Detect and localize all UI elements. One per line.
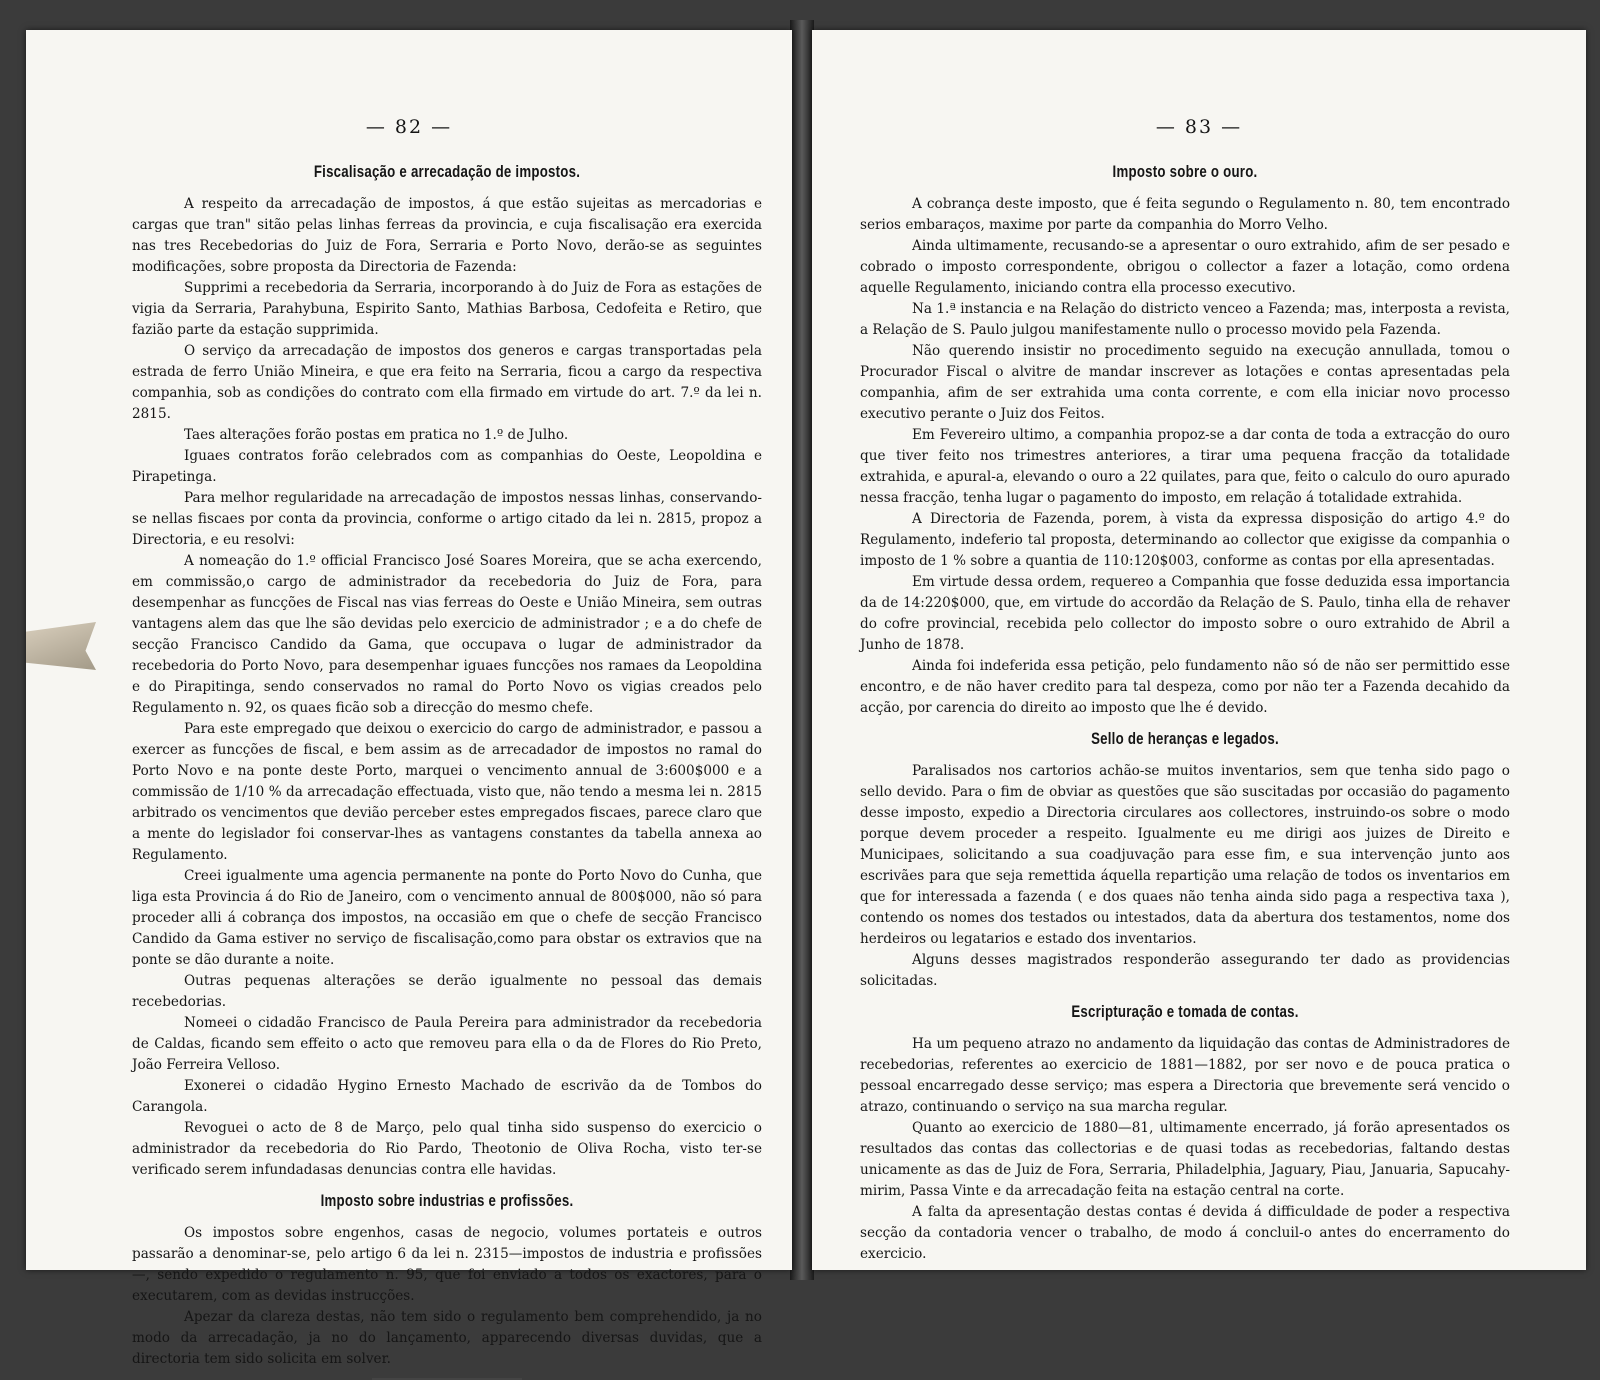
paragraph: Creei igualmente uma agencia permanente na ponte do Porto Novo do Cunha, que liga esta Provincia á do Rio de Janeiro, com o vencimento annual de 800$000, não só para proceder alli á cobrança dos impostos, na occasião em que o chefe de secção Francisco Candido da Gama estiver no serviço de fiscalisação,como para obstar os extravios que na ponte se dão durante a noite. xyxy=(132,868,762,968)
paragraph: Ha um pequeno atrazo no andamento da liquidação das contas de Administradores de recebedorias, referentes ao exercicio de 1881—1882, por ser novo e de pouca pratica o pessoal encarregado desse serviço; mas espera a Directoria que brevemente será vencido o atrazo, continuando o serviço na sua marcha regular. xyxy=(860,1036,1510,1115)
page-number: — 82 — xyxy=(365,116,453,138)
section-title: Imposto sobre o ouro. xyxy=(1112,162,1258,181)
paragraph: Os impostos sobre engenhos, casas de negocio, volumes portateis e outros passarão a denominar-se, pelo artigo 6 da lei n. 2315—impostos de industria e profissões—, sendo expedido o regulamento n. 95, que foi enviado a todos os exactores, para o executarem, com as devidas instrucções. xyxy=(132,1225,762,1304)
paragraph: Iguaes contratos forão celebrados com as companhias do Oeste, Leopoldina e Pirapetinga. xyxy=(132,448,762,485)
paragraph: A falta da apresentação destas contas é devida á difficuldade de poder a respectiva secção da contadoria vencer o trabalho, de modo á concluil-o antes do encerramento do exercicio. xyxy=(860,1204,1510,1262)
paragraph: Em Fevereiro ultimo, a companhia propoz-se a dar conta de toda a extracção do ouro que tiver feito nos trimestres anteriores, a tirar uma pequena fracção da totalidade extrahida, e apural-a, elevando o ouro a 22 quilates, para que, feito o calculo do ouro apurado nessa fracção, tenha lugar o pagamento do imposto, em relação á totalidade extrahida. xyxy=(860,427,1510,506)
paragraph: Para este empregado que deixou o exercicio do cargo de administrador, e passou a exercer as funcções de fiscal, e bem assim as de arrecadador de impostos no ramal do Porto Novo e na ponte deste Porto, marquei o vencimento annual de 3:600$000 e a commissão de 1/10 % da arrecadação effectuada, visto que, não tendo a mesma lei n. 2815 arbitrado os vencimentos que devião perceber estes empregados fiscaes, parece claro que a mente do legislador foi conservar-lhes as vantagens constantes da tabella annexa ao Regulamento. xyxy=(132,721,762,863)
paragraph: Quanto ao exercicio de 1880—81, ultimamente encerrado, já forão apresentados os resultados das contas das collectorias e de quasi todas as recebedorias, faltando destas unicamente as das de Juiz de Fora, Serraria, Philadelphia, Jaguary, Piau, Januaria, Sapucahy-mirim, Passa Vinte e da arrecadação feita na estação central na corte. xyxy=(860,1120,1510,1199)
paragraph: Alguns desses magistrados responderão assegurando ter dado as providencias solicitadas. xyxy=(860,952,1510,989)
paragraph: Supprimi a recebedoria da Serraria, incorporando à do Juiz de Fora as estações de vigia da Serraria, Parahybuna, Espirito Santo, Mathias Barbosa, Cedofeita e Retiro, que fazião parte da estação supprimida. xyxy=(132,280,762,338)
book-gutter xyxy=(790,20,814,1280)
paper-tab xyxy=(26,622,96,670)
paragraph: Ainda ultimamente, recusando-se a apresentar o ouro extrahido, afim de ser pesado e cobrado o imposto correspondente, obrigou o collector a fazer a lotação, como ordena aquelle Regulamento, iniciando contra ella processo executivo. xyxy=(860,238,1510,296)
page-body xyxy=(860,162,1510,1265)
paragraph: Ainda foi indeferida essa petição, pelo fundamento não só de não ser permittido esse encontro, e de não haver credito para tal despeza, como por não ter a Fazenda decahido da acção, por carencia do direito ao imposto que lhe é devido. xyxy=(860,658,1510,716)
paragraph: Na 1.ª instancia e na Relação do districto venceo a Fazenda; mas, interposta a revista, a Relação de S. Paulo julgou manifestamente nullo o processo movido pela Fazenda. xyxy=(860,301,1510,338)
paragraph: A respeito da arrecadação de impostos, á que estão sujeitas as mercadorias e cargas que tran" sitão pelas linhas ferreas da provincia, e cuja fiscalisação era exercida nas tres Recebedorias do Juiz de Fora, Serraria e Porto Novo, derão-se as seguintes modificações, sobre proposta da Directoria de Fazenda: xyxy=(132,196,762,275)
section-title: Imposto sobre industrias e profissões. xyxy=(320,1191,574,1210)
paragraph: Exonerei o cidadão Hygino Ernesto Machado de escrivão da de Tombos do Carangola. xyxy=(132,1078,762,1115)
paragraph: A cobrança deste imposto, que é feita segundo o Regulamento n. 80, tem encontrado serios embaraços, maxime por parte da companhia do Morro Velho. xyxy=(860,196,1510,233)
paragraph: Apezar da clareza destas, não tem sido o regulamento bem comprehendido, ja no modo da arrecadação, ja no do lançamento, apparecendo diversas duvidas, que a directoria tem sido solicita em solver. xyxy=(132,1309,762,1367)
paragraph: Nomeei o cidadão Francisco de Paula Pereira para administrador da recebedoria de Caldas, ficando sem effeito o acto que removeu para ella o da de Flores do Rio Preto, João Ferreira Velloso. xyxy=(132,1015,762,1073)
section-title: Sello de heranças e legados. xyxy=(1091,729,1279,748)
paragraph: A Directoria de Fazenda, porem, à vista da expressa disposição do artigo 4.º do Regulamento, indeferio tal proposta, determinando ao collector que exigisse da companhia o imposto de 1 % sobre a quantia de 110:120$003, conforme as contas por ella apresentadas. xyxy=(860,511,1510,569)
page-number: — 83 — xyxy=(1155,116,1243,138)
paragraph: A nomeação do 1.º official Francisco José Soares Moreira, que se acha exercendo, em commissão,o cargo de administrador da recebedoria do Juiz de Fora, para desempenhar as funcções de Fiscal nas vias ferreas do Oeste e União Mineira, sem outras vantagens alem das que lhe são devidas pelo exercicio de administrador ; e a do chefe de secção Francisco Candido da Gama, que occupava o lugar de administrador da recebedoria do Porto Novo, para desempenhar iguaes funcções nos ramaes da Leopoldina e do Pirapitinga, sendo conservados no ramal do Porto Novo os vigias creados pelo Regulamento n. 92, os quaes ficão sob a direcção do mesmo chefe. xyxy=(132,553,762,716)
paragraph: O serviço da arrecadação de impostos dos generos e cargas transportadas pela estrada de ferro União Mineira, e que era feito na Serraria, ficou a cargo da respectiva companhia, sob as condições do contrato com ella firmado em virtude do art. 7.º da lei n. 2815. xyxy=(132,343,762,422)
paragraph: Em virtude dessa ordem, requereo a Companhia que fosse deduzida essa importancia da de 14:220$000, que, em virtude do accordão da Relação de S. Paulo, tinha ella de rehaver do cofre provincial, recebida pelo collector do imposto sobre o ouro extrahido de Abril a Junho de 1878. xyxy=(860,574,1510,653)
paragraph: Paralisados nos cartorios achão-se muitos inventarios, sem que tenha sido pago o sello devido. Para o fim de obviar as questões que são suscitadas por occasião do pagamento desse imposto, expedio a Directoria circulares aos collectores, instruindo-os sobre o modo porque devem proceder a respeito. Igualmente eu me dirigi aos juizes de Direito e Municipaes, solicitando a sua coadjuvação para esse fim, e sua intervenção junto aos escrivães para que seja remettida áquella repartição uma relação de todos os inventarios em que for interessada a fazenda ( e dos quaes não tenha ainda sido paga a respectiva taxa ), contendo os nomes dos testados ou intestados, data da abertura dos testamentos, nome dos herdeiros ou legatarios e estado dos inventarios. xyxy=(860,763,1510,947)
right-page xyxy=(812,30,1586,1270)
paragraph: Para melhor regularidade na arrecadação de impostos nessas linhas, conservando-se nellas fiscaes por conta da provincia, conforme o artigo citado da lei n. 2815, propoz a Directoria, e eu resolvi: xyxy=(132,490,762,548)
paragraph: Outras pequenas alterações se derão igualmente no pessoal das demais recebedorias. xyxy=(132,973,762,1010)
page-body xyxy=(132,162,762,1380)
left-page xyxy=(26,30,792,1367)
paragraph: Não querendo insistir no procedimento seguido na execução annullada, tomou o Procurador Fiscal o alvitre de mandar inscrever as lotações e contas apresentadas pela companhia, afim de ser extrahida uma conta corrente, e com ella iniciar novo processo executivo perante o Juiz dos Feitos. xyxy=(860,343,1510,422)
paragraph: Taes alterações forão postas em pratica no 1.º de Julho. xyxy=(184,427,569,443)
paragraph: Revoguei o acto de 8 de Março, pelo qual tinha sido suspenso do exercicio o administrador da recebedoria do Rio Pardo, Theotonio de Oliva Rocha, visto ter-se verificado serem infundadasas denuncias contra elle havidas. xyxy=(132,1120,762,1178)
section-title: Escripturação e tomada de contas. xyxy=(1071,1002,1299,1021)
section-title: Fiscalisação e arrecadação de impostos. xyxy=(313,162,581,181)
